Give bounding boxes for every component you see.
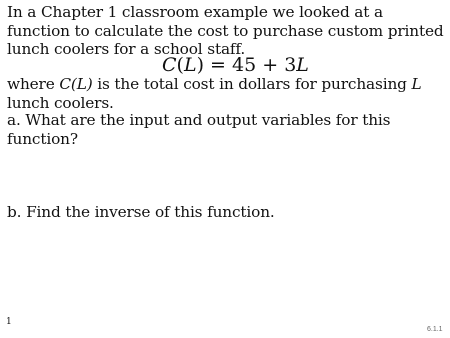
- intro-text: In a Chapter 1 classroom example we looked at a function to calculate the cost to purchase custom printed lunch coolers for a school staff.: [7, 3, 444, 58]
- formula-function-name: C: [162, 54, 177, 76]
- question-b: b. Find the inverse of this function.: [7, 203, 275, 221]
- where-suffix: lunch coolers.: [7, 93, 114, 112]
- where-clause: [7, 75, 445, 112]
- formula-open-paren: (: [176, 54, 184, 76]
- formula-rhs-variable: L: [296, 54, 309, 76]
- formula-input-variable: L: [183, 54, 197, 76]
- section-code: 6.1.1: [427, 326, 443, 333]
- slide-number: 1: [6, 317, 12, 327]
- formula-equals-constant: = 45 + 3: [204, 54, 297, 76]
- formula-close-paren: ): [196, 54, 205, 76]
- where-function-notation: C(L): [59, 75, 93, 93]
- where-middle-text: is the total cost in dollars for purchasing: [92, 75, 412, 93]
- cost-formula: [162, 53, 309, 77]
- question-a: a. What are the input and output variables for this function?: [7, 111, 391, 148]
- where-prefix: where: [7, 75, 60, 93]
- where-variable: L: [411, 75, 422, 93]
